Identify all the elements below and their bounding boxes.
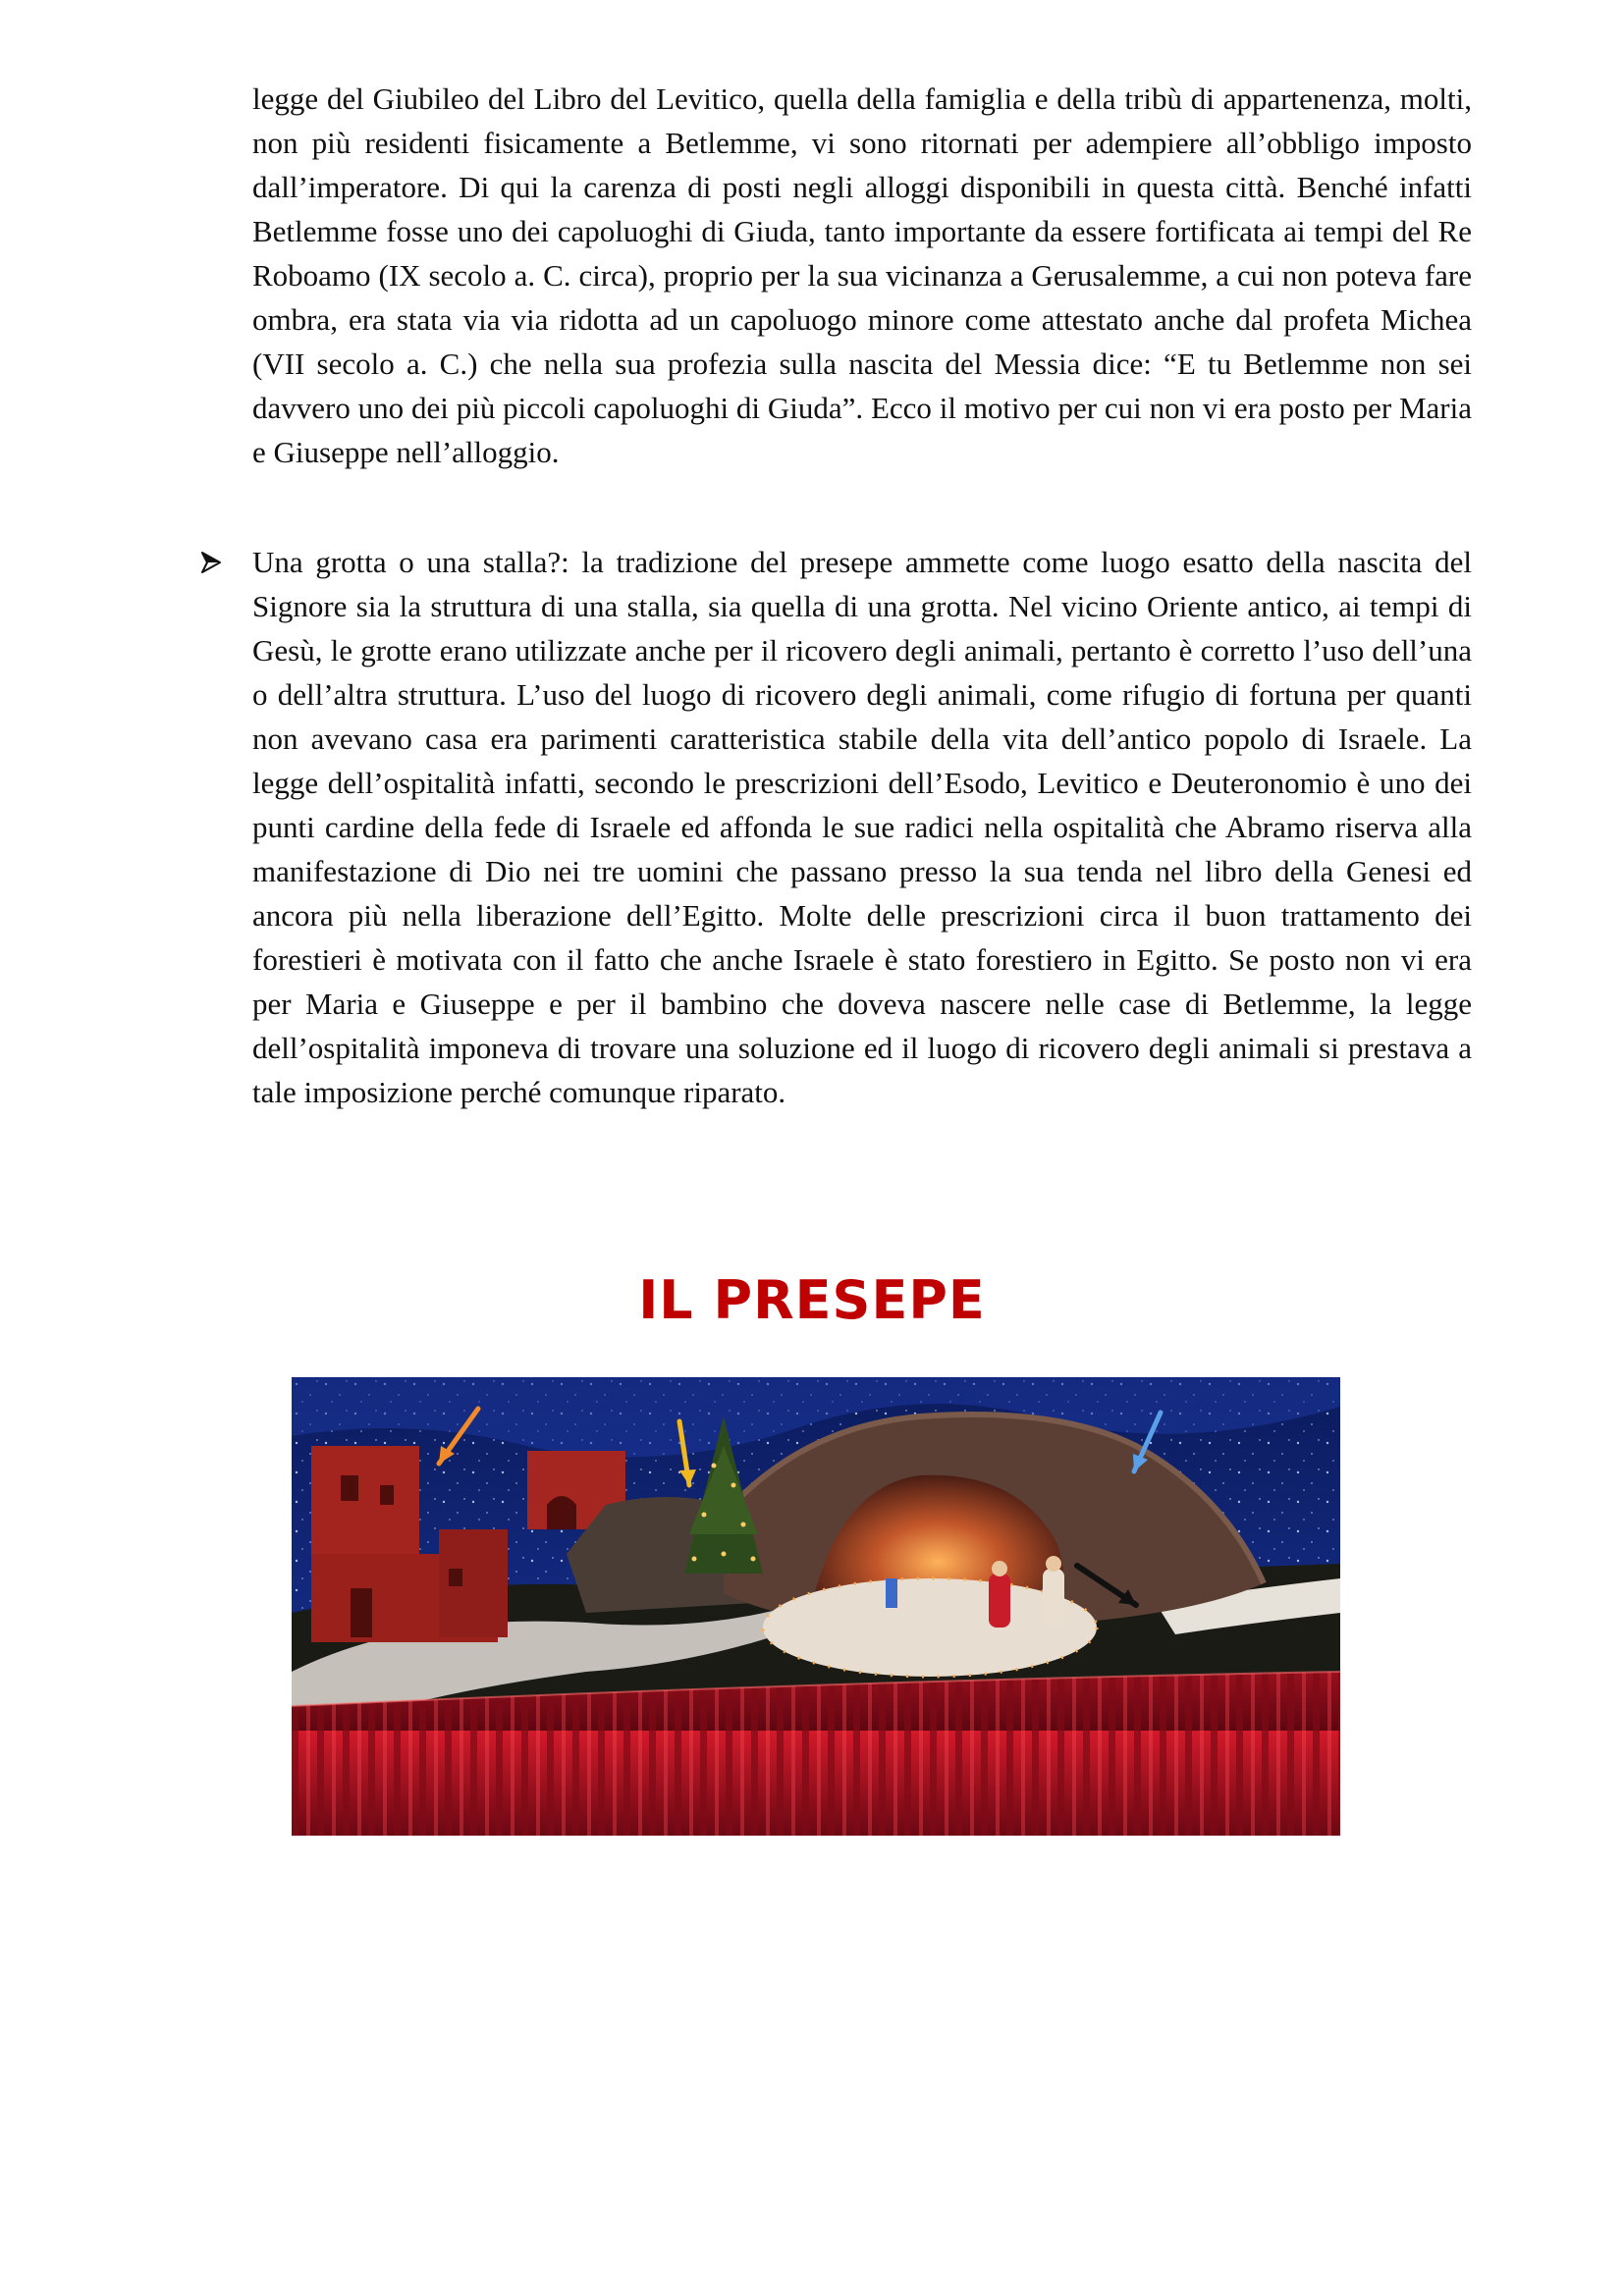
arrowhead-bullet-icon <box>200 552 222 573</box>
paragraph-grotta-stalla: Una grotta o una stalla?: la tradizione del presepe ammette come luogo esatto della nascita del Signore sia la struttura di una stalla, sia quella di una grotta. Nel vicino Oriente antico, ai tempi di Gesù, le grotte erano utilizzate anche per il ricovero degli animali, pertanto è corretto l’uso dell’una o dell’altra struttura. L’uso del luogo di ricovero degli animali, come rifugio di fortuna per quanti non avevano casa era parimenti caratteristica stabile della vita dell’antico popolo di Israele. La legge dell’ospitalità infatti, secondo le prescrizioni dell’Esodo, Levitico e Deuteronomio è uno dei punti cardine della fede di Israele ed affonda le sue radici nella ospitalità che Abramo riserva alla manifestazione di Dio nei tre uomini che passano presso la sua tenda nel libro della Genesi ed ancora più nella liberazione dell’Egitto. Molte delle prescrizioni circa il buon trattamento dei forestieri è motivata con il fatto che anche Israele è stato forestiero in Egitto. Se posto non vi era per Maria e Giuseppe e per il bambino che doveva nascere nelle case di Betlemme, la legge dell’ospitalità imponeva di trovare una soluzione ed il luogo di ricovero degli animali si prestava a tale imposizione perché comunque riparato. <box>252 545 1472 1109</box>
nativity-scene-photo <box>292 1377 1340 1836</box>
section-heading: IL PRESEPE <box>638 1269 986 1331</box>
paragraph-giubileo: legge del Giubileo del Libro del Levitico, quella della famiglia e della tribù di appartenenza, molti, non più residenti fisicamente a Betlemme, vi sono ritornati per adempiere all’obbligo imposto dall’imperatore. Di qui la carenza di posti negli alloggi disponibili in questa città. Benché infatti Betlemme fosse uno dei capoluoghi di Giuda, tanto importante da essere fortificata ai tempi del Re Roboamo (IX secolo a. C. circa), proprio per la sua vicinanza a Gerusalemme, a cui non poteva fare ombra, era stata via via ridotta ad un capoluogo minore come attestato anche dal profeta Michea (VII secolo a. C.) che nella sua profezia sulla nascita del Messia dice: “E tu Betlemme non sei davvero uno dei più piccoli capoluoghi di Giuda”. Ecco il motivo per cui non vi era posto per Maria e Giuseppe nell’alloggio. <box>252 81 1472 469</box>
